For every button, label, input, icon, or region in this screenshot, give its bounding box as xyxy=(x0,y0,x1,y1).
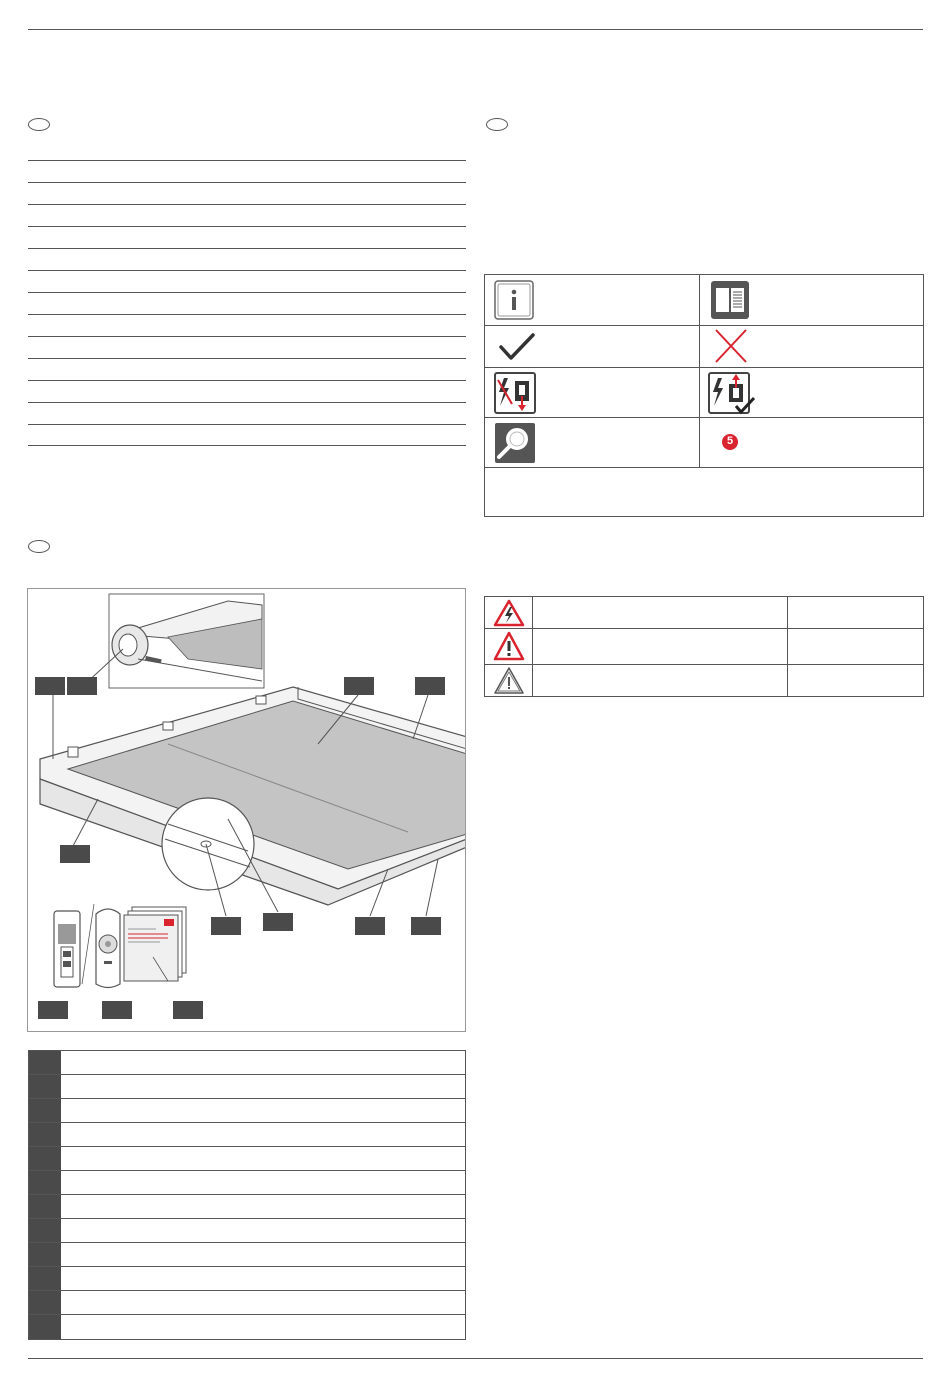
legend-key xyxy=(29,1171,61,1194)
legend-key xyxy=(29,1315,61,1339)
legend-key xyxy=(29,1147,61,1170)
awning-illustration xyxy=(28,589,466,1032)
table-row xyxy=(29,1267,465,1291)
power-disconnect-icon xyxy=(494,372,536,414)
toc-row xyxy=(28,248,466,249)
legend-key xyxy=(29,1075,61,1098)
table-row xyxy=(29,1315,465,1339)
legend-key xyxy=(29,1219,61,1242)
callout-marker xyxy=(263,913,293,931)
toc-row xyxy=(28,182,466,183)
callout-marker xyxy=(38,1001,68,1019)
legend-key xyxy=(29,1099,61,1122)
caution-warning-icon xyxy=(493,666,525,695)
toc-row xyxy=(28,160,466,161)
info-icon xyxy=(494,280,534,320)
callout-marker xyxy=(67,677,97,695)
symbols-row-line xyxy=(485,417,923,418)
step-number-label: 5 xyxy=(726,435,734,447)
magnifier-icon xyxy=(494,422,536,464)
section-badge-toc xyxy=(28,118,50,131)
table-row xyxy=(29,1051,465,1075)
symbols-table xyxy=(484,274,924,517)
legend-key xyxy=(29,1291,61,1314)
header-rule xyxy=(28,29,923,30)
table-row xyxy=(29,1243,465,1267)
toc-row xyxy=(28,292,466,293)
symbols-row-line xyxy=(485,467,923,468)
callout-marker xyxy=(173,1001,203,1019)
callout-marker xyxy=(355,917,385,935)
danger-warning-icon xyxy=(493,631,525,661)
warnings-divider xyxy=(787,597,788,696)
table-row xyxy=(29,1195,465,1219)
warnings-divider xyxy=(532,597,533,696)
table-row xyxy=(29,1291,465,1315)
callout-marker xyxy=(211,917,241,935)
toc-row xyxy=(28,380,466,381)
toc-row xyxy=(28,204,466,205)
section-badge-symbols xyxy=(486,118,508,131)
toc-row xyxy=(28,424,466,425)
manual-book-icon xyxy=(710,280,750,320)
toc-row xyxy=(28,226,466,227)
table-row xyxy=(29,1099,465,1123)
warnings-row-line xyxy=(485,628,923,629)
toc-row xyxy=(28,336,466,337)
symbols-divider xyxy=(699,275,700,467)
toc-row xyxy=(28,270,466,271)
callout-marker xyxy=(60,845,90,863)
symbols-row-line xyxy=(485,325,923,326)
table-row xyxy=(29,1147,465,1171)
product-overview-figure xyxy=(27,588,466,1032)
checkmark-icon xyxy=(497,331,537,363)
table-row xyxy=(29,1123,465,1147)
legend-key xyxy=(29,1243,61,1266)
legend-key xyxy=(29,1195,61,1218)
electric-hazard-warning-icon xyxy=(493,599,525,627)
callout-marker xyxy=(344,677,374,695)
callout-marker xyxy=(411,917,441,935)
parts-legend-table xyxy=(28,1050,466,1340)
symbols-row-line xyxy=(485,367,923,368)
legend-key xyxy=(29,1123,61,1146)
callout-marker xyxy=(35,677,65,695)
section-badge-scope xyxy=(28,540,50,553)
warnings-table xyxy=(484,596,924,697)
table-row xyxy=(29,1219,465,1243)
warnings-row-line xyxy=(485,664,923,665)
legend-key xyxy=(29,1267,61,1290)
cross-icon xyxy=(713,327,749,365)
table-row xyxy=(29,1171,465,1195)
footer-rule xyxy=(28,1358,923,1359)
table-row xyxy=(29,1075,465,1099)
power-connect-icon xyxy=(708,372,760,418)
toc-row xyxy=(28,314,466,315)
callout-marker xyxy=(102,1001,132,1019)
legend-key xyxy=(29,1051,61,1074)
callout-marker xyxy=(415,677,445,695)
toc-row xyxy=(28,358,466,359)
toc-row xyxy=(28,402,466,403)
toc-row xyxy=(28,445,466,446)
